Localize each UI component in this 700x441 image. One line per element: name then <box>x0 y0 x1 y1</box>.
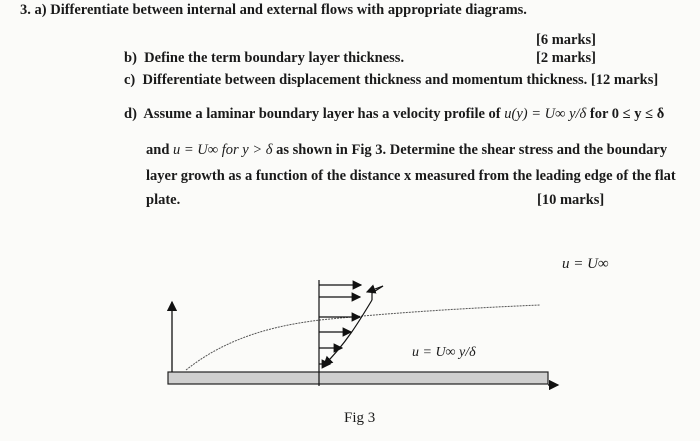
marks-b: [2 marks] <box>536 50 597 66</box>
part-text: as shown in Fig 3. Determine the shear stress and the boundary <box>276 142 668 158</box>
marks-c: [12 marks] <box>590 72 659 88</box>
figure-caption: Fig 3 <box>344 410 376 426</box>
part-label: d) <box>124 106 137 122</box>
part-label: b) <box>124 50 137 66</box>
velocity-formula: u(y) = U∞ y/δ <box>504 106 587 122</box>
part-text: Differentiate between internal and external flows with appropriate diagrams. <box>50 2 527 18</box>
question-d-line3: layer growth as a function of the distance x measured from the leading edge of the flat <box>146 168 676 184</box>
freestream-label: u = U∞ <box>562 256 609 272</box>
condition: for 0 ≤ y ≤ δ <box>589 106 665 122</box>
freestream-formula: u = U∞ for y > δ <box>173 142 273 158</box>
part-label: a) <box>34 2 47 18</box>
velocity-arrows <box>319 285 361 364</box>
part-text: and <box>146 142 170 158</box>
flat-plate <box>168 372 548 384</box>
question-number: 3. <box>20 2 31 18</box>
part-text: Assume a laminar boundary layer has a velocity profile of <box>143 106 501 122</box>
profile-label: u = U∞ y/δ <box>412 345 476 360</box>
marks-d: [10 marks] <box>537 192 605 208</box>
part-label: c) <box>124 72 136 88</box>
part-text: Differentiate between displacement thickness and momentum thickness. <box>142 72 588 88</box>
part-text: Define the term boundary layer thickness. <box>144 50 405 66</box>
question-d-line4: plate. <box>146 192 181 208</box>
marks-a: [6 marks] <box>536 32 597 48</box>
